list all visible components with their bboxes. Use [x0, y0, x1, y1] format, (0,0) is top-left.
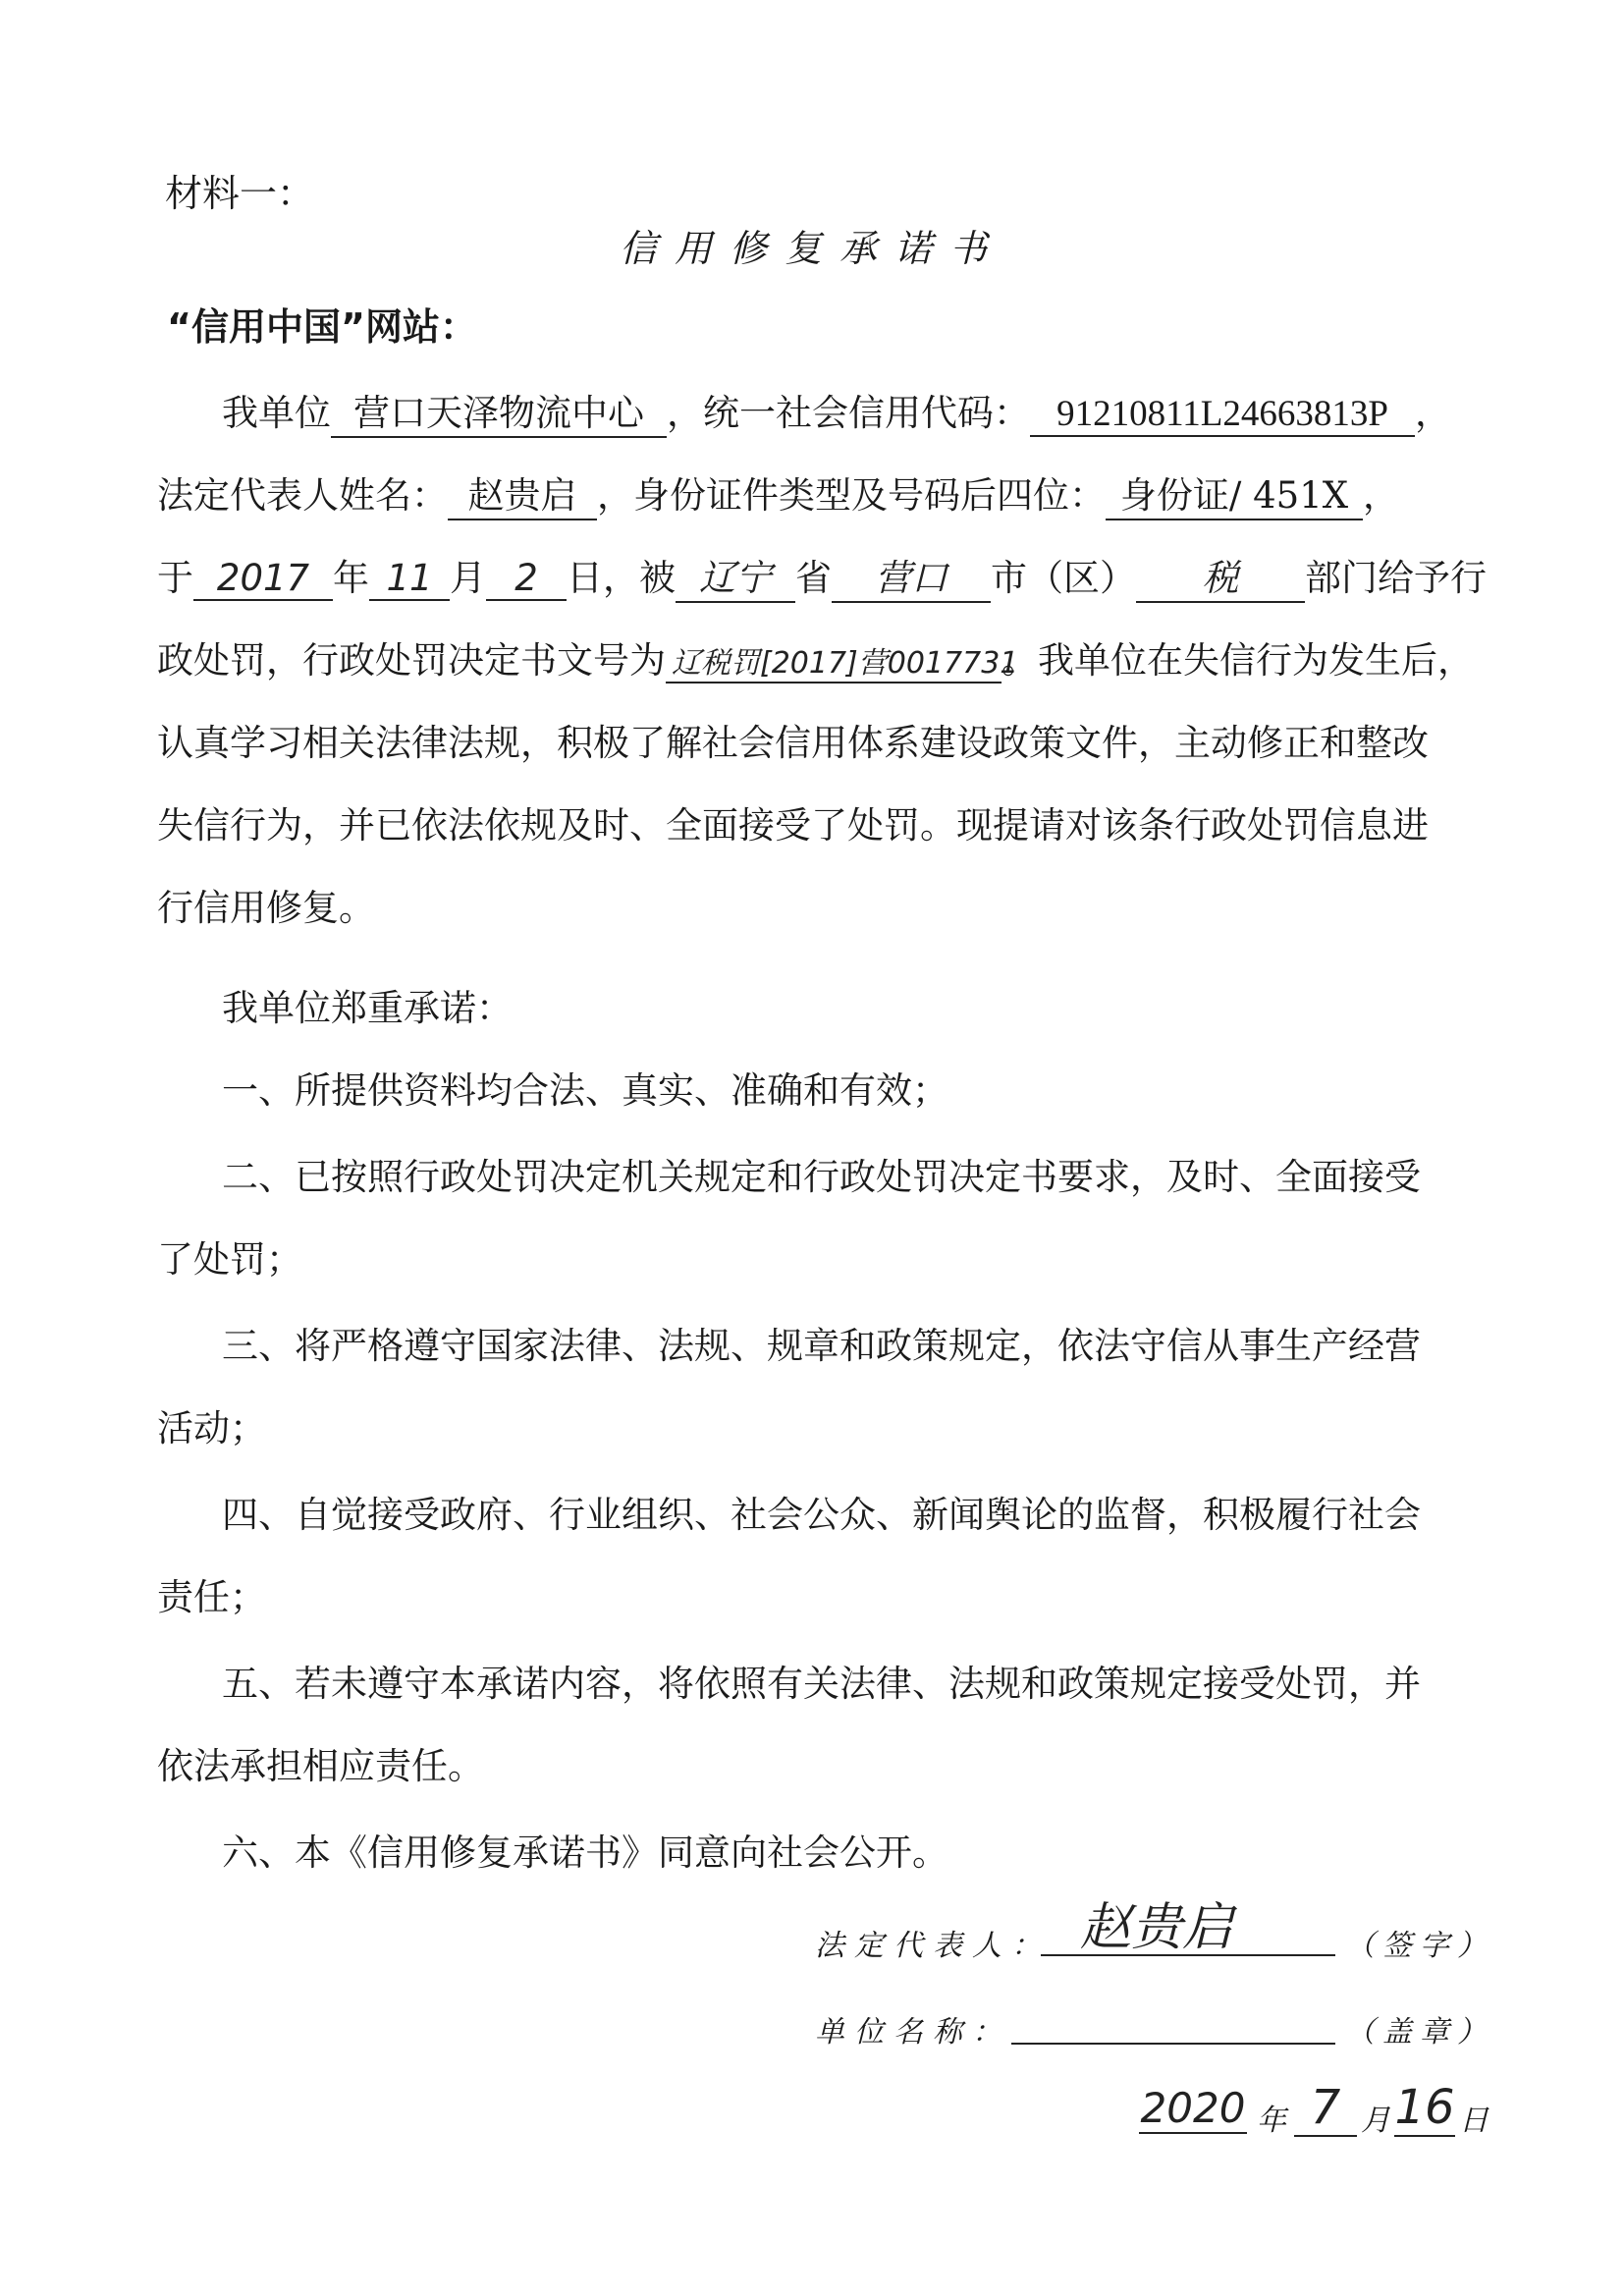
unit-name-field: 营口天泽物流中心 — [331, 383, 667, 438]
year-field: 2017 — [193, 557, 333, 601]
text-segment: ，统一社会信用代码： — [667, 392, 1030, 434]
text-segment: 市（区） — [991, 557, 1136, 599]
date-day: 16 — [1394, 2080, 1455, 2135]
para-line-2 — [157, 465, 1399, 520]
para-line-6: 失信行为，并已依法依规及时、全面接受了处罚。现提请对该条行政处罚信息进 — [157, 804, 1429, 847]
rep-handwritten-signature: 赵贵启 — [1080, 1898, 1234, 1957]
promise-item-5: 五、若未遵守本承诺内容，将依照有关法律、法规和政策规定接受处罚，并 — [222, 1663, 1421, 1705]
text-segment: 法定代表人姓名： — [157, 474, 448, 517]
text-segment: 我单位 — [222, 392, 331, 434]
city-field: 营口 — [832, 548, 991, 603]
para-line-5: 认真学习相关法律法规，积极了解社会信用体系建设政策文件，主动修正和整改 — [157, 722, 1429, 764]
text-segment: 。我单位在失信行为发生后， — [1001, 639, 1474, 682]
promise-item-5-cont: 依法承担相应责任。 — [157, 1745, 484, 1787]
rep-signature-label: 法定代表人： — [815, 1929, 1051, 1963]
promise-item-2: 二、已按照行政处罚决定机关规定和行政处罚决定书要求，及时、全面接受 — [222, 1156, 1421, 1198]
date-month-suffix: 月 — [1361, 2104, 1398, 2138]
unit-seal-suffix: （盖章） — [1345, 2015, 1494, 2050]
month-field: 11 — [369, 557, 450, 601]
text-segment: ， — [1363, 474, 1399, 517]
date-year: 2020 — [1140, 2084, 1246, 2132]
material-label: 材料一： — [165, 172, 315, 215]
text-segment: 月 — [450, 557, 486, 599]
promise-item-6: 六、本《信用修复承诺书》同意向社会公开。 — [222, 1831, 948, 1874]
text-segment: 日，被 — [567, 557, 676, 599]
text-segment: 政处罚，行政处罚决定书文号为 — [157, 639, 666, 682]
province-field: 辽宁 — [676, 548, 795, 603]
credit-code-field: 91210811L24663813P — [1030, 393, 1415, 437]
para-line-1 — [222, 383, 1451, 438]
dept-field: 税 — [1136, 548, 1305, 603]
text-segment: 于 — [157, 557, 193, 599]
promise-item-2-cont: 了处罚； — [157, 1238, 302, 1281]
rep-signature-suffix: （签字） — [1345, 1929, 1494, 1963]
text-segment: 部门给予行 — [1305, 557, 1487, 599]
promise-item-4-cont: 责任； — [157, 1576, 266, 1618]
promise-intro: 我单位郑重承诺： — [222, 987, 513, 1029]
text-segment: 年 — [333, 557, 369, 599]
day-field: 2 — [486, 557, 567, 601]
addressee: “信用中国”网站： — [167, 305, 477, 349]
promise-item-3-cont: 活动； — [157, 1407, 266, 1449]
text-segment: 省 — [795, 557, 832, 599]
text-segment: ， — [1415, 392, 1451, 434]
date-month: 7 — [1294, 2080, 1357, 2137]
text-segment: ，身份证件类型及号码后四位： — [597, 474, 1106, 517]
date-year-suffix: 年 — [1257, 2104, 1294, 2138]
para-line-3 — [157, 548, 1487, 603]
para-line-4 — [157, 630, 1474, 683]
para-line-7: 行信用修复。 — [157, 887, 375, 929]
unit-name-line — [1011, 2043, 1335, 2045]
date-day-suffix: 日 — [1459, 2104, 1496, 2138]
promise-item-4: 四、自觉接受政府、行业组织、社会公众、新闻舆论的监督，积极履行社会 — [222, 1494, 1421, 1536]
id-info-field: 身份证/ 451X — [1106, 465, 1363, 520]
promise-item-1: 一、所提供资料均合法、真实、准确和有效； — [222, 1069, 948, 1112]
unit-name-label: 单位名称： — [815, 2015, 1011, 2050]
rep-name-field: 赵贵启 — [448, 465, 597, 520]
doc-number-field: 辽税罚[2017]营0017731 — [666, 638, 1001, 683]
promise-item-3: 三、将严格遵守国家法律、法规、规章和政策规定，依法守信从事生产经营 — [222, 1325, 1421, 1367]
document-title: 信用修复承诺书 — [619, 227, 1004, 270]
